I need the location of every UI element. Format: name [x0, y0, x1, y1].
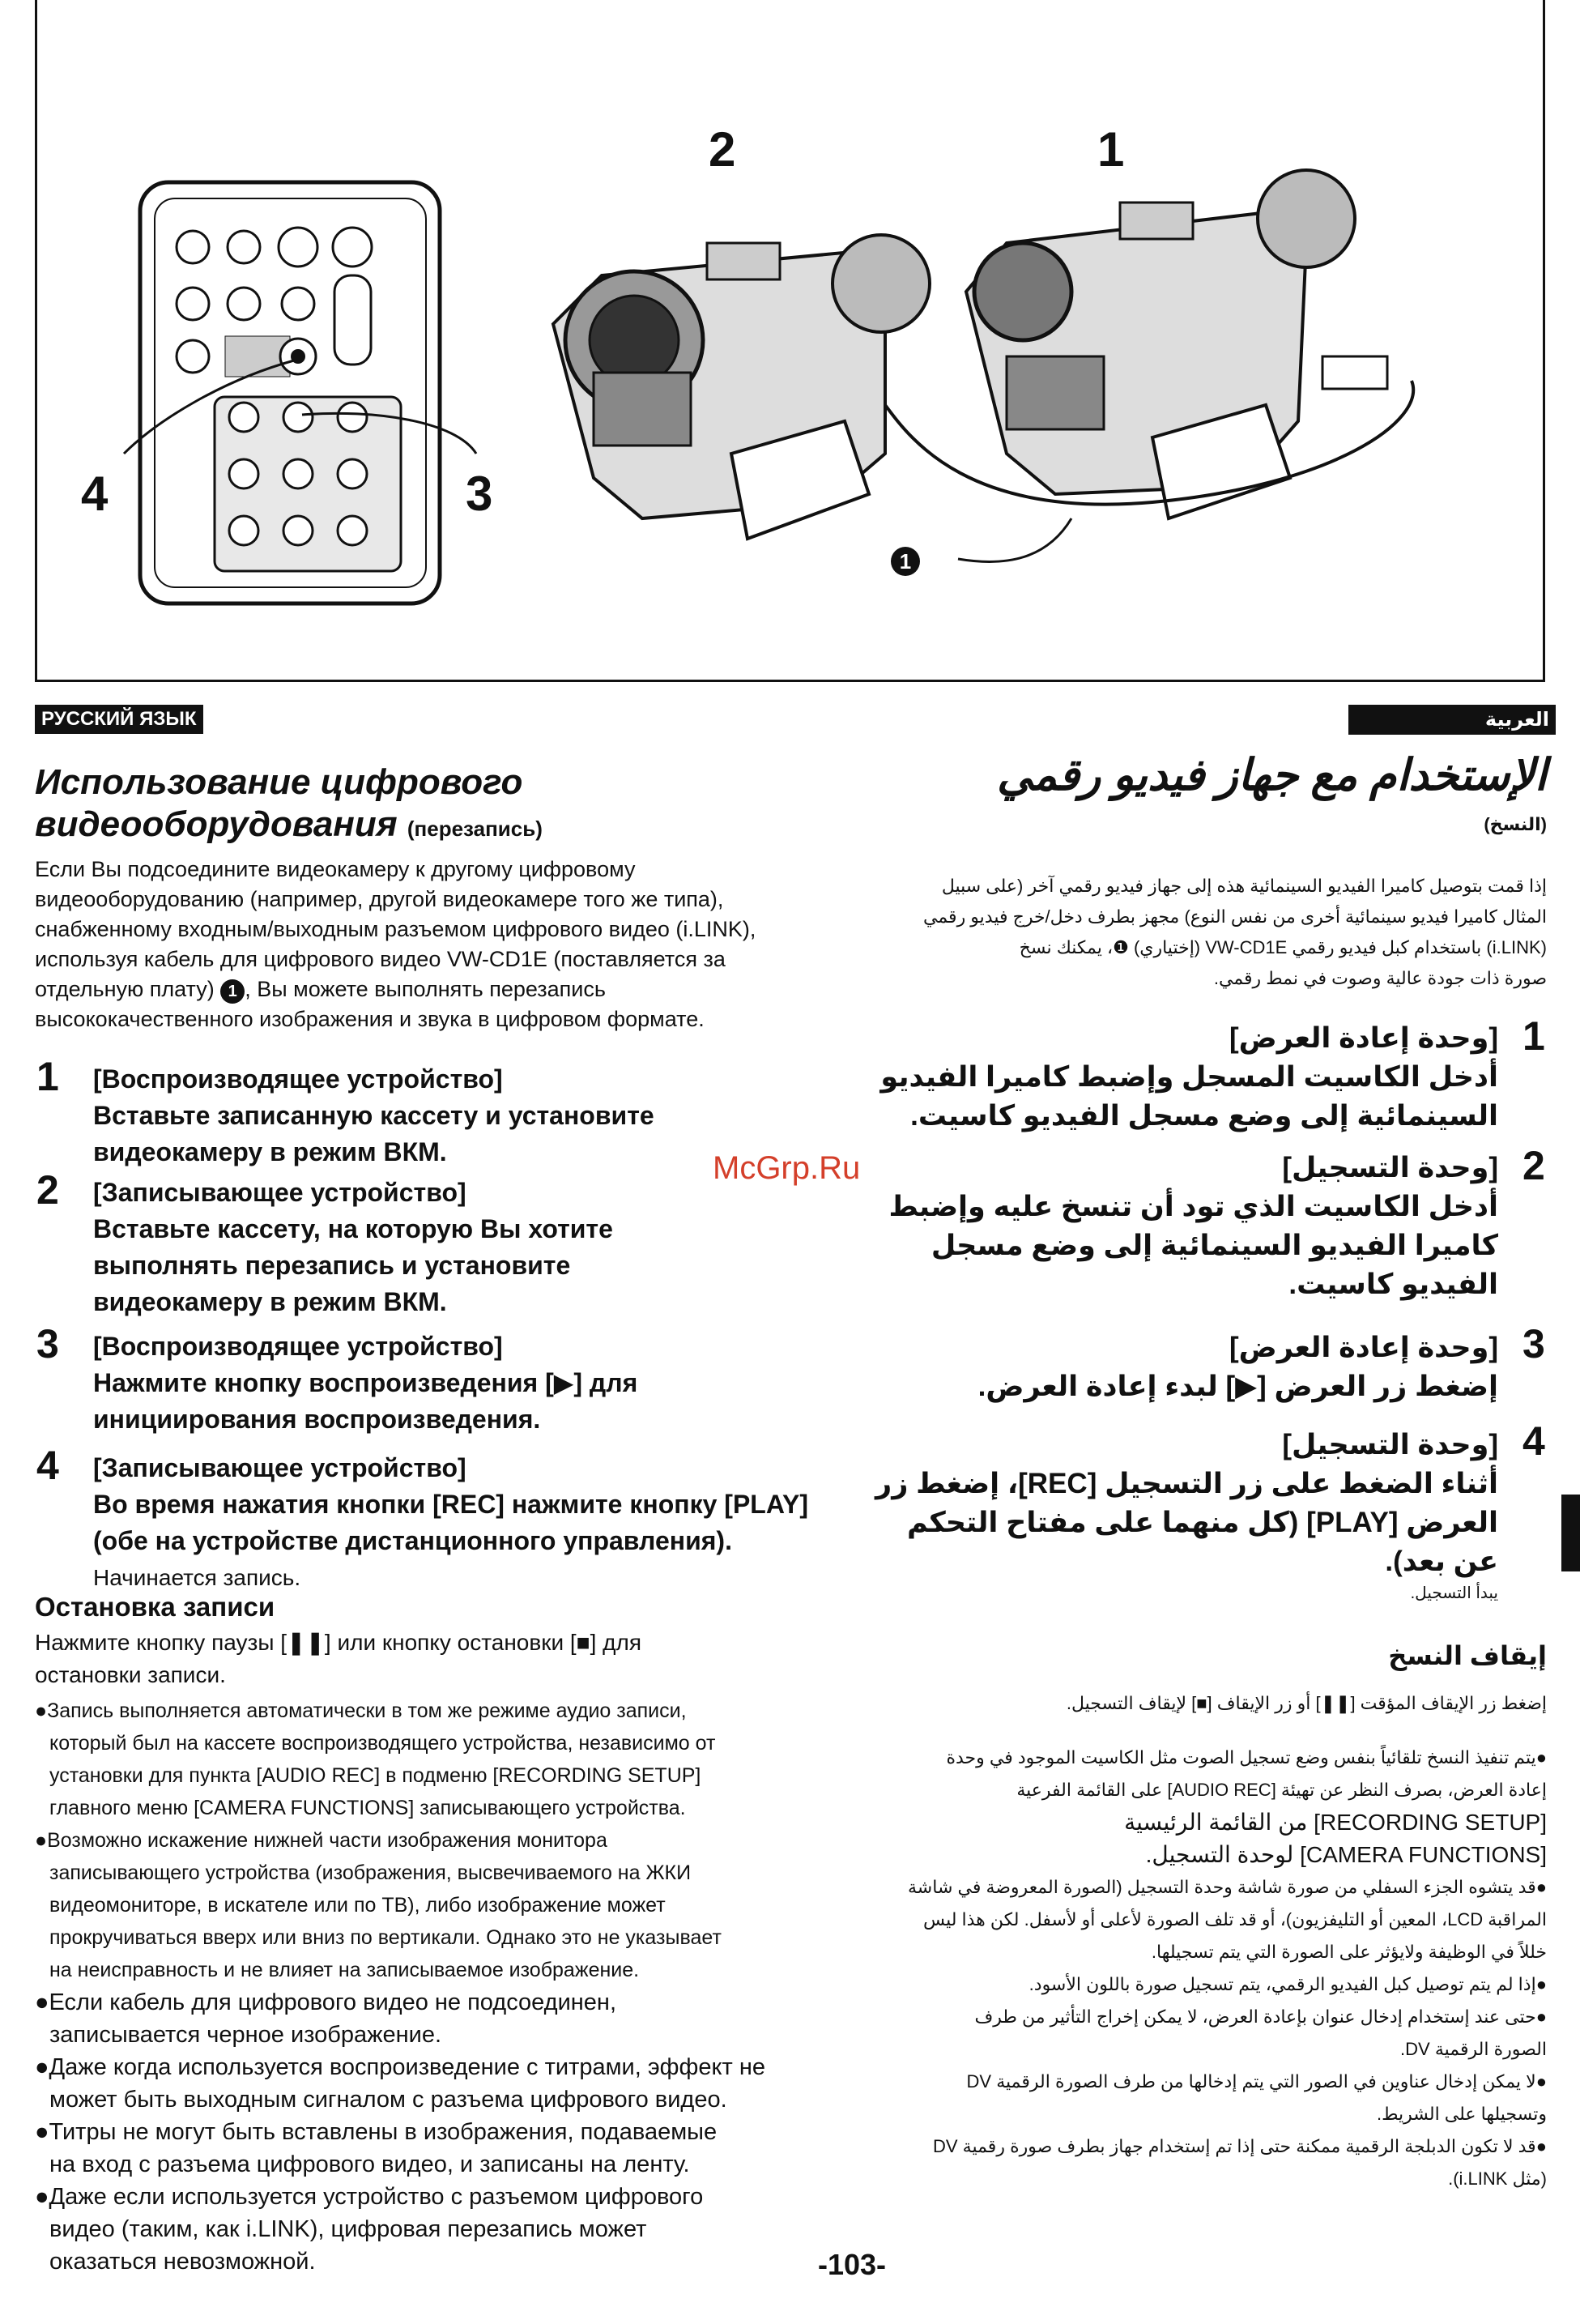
menu-button: [177, 340, 209, 373]
ru-step-4: [Записывающее устройство] Во время нажатия кнопки [REC] нажмите кнопку [PLAY] (обе на устройстве дистанционного управления). Начинается запись.: [93, 1453, 808, 1590]
russian-intro: Если Вы подсоедините видеокамеру к другому цифровому видеооборудованию (например, другой видеокамере того же типа), снабженному входным/выходным разъемом цифрового видео (i.LINK), используя кабель для цифрового видео VW-CD1E (поставляется за отдельную плату) 1 , Вы можете выполнять перезапись высококачественного изображения и звука в цифровом формате.: [35, 857, 756, 1031]
ru-step-1-number: 1: [36, 1054, 59, 1099]
date-time-button: [228, 231, 260, 263]
ar-step-4: [وحدة التسجيل] أثناء الضغط على زر التسجيل [REC]، إضغط زر العرض [PLAY] (كل منهما على مفتاح التحكم عن بعد). يبدأ التسجيل.: [875, 1429, 1498, 1602]
ar-step-3: [وحدة إعادة العرض] إضغط زر العرض [▶] لبدء إعادة العرض.: [977, 1332, 1498, 1402]
ru-step-3-number: 3: [36, 1321, 59, 1367]
russian-language-tag: РУССКИЙ ЯЗЫК: [35, 705, 203, 734]
ru-stop-title: Остановка записи: [35, 1592, 275, 1622]
pause-button: [283, 459, 313, 488]
ru-notes-large: ●Если кабель для цифрового видео не подсоединен, записывается черное изображение. ●Даже когда используется воспроизведение с титрами, эффект не может быть выходным сигналом с разъема цифрового видео. ●Титры не могут быть вставлены в изображения, подаваемые на вход с разъема цифрового видео, и записаны на ленту. ●Даже если используется устройство с разъемом цифрового видео (таким, как i.LINK), цифровая перезапись может оказаться невозможной.: [35, 1989, 766, 2275]
camera-1-label: 1: [1097, 122, 1125, 177]
ar-notes: ●يتم تنفيذ النسخ تلقائياً بنفس وضع تسجيل الصوت مثل الكاسيت الموجود في وحدة إعادة العرض، بصرف النظر عن تهيئة [AUDIO REC] على القائمة الفرعية [RECORDING SETUP] من القائمة الرئيسية [CAMERA FUNCTIONS] لوحدة التسجيل. ●قد يتشوه الجزء السفلي من صورة شاشة وحدة التسجيل (الصورة المعروضة في شاشة المراقبة LCD، المعين أو التليفزيون)، أو قد تلف الصورة لأعلى أو لأسفل. لكن هذا ليس خللاً في الوظيفة ولايؤثر على الصورة التي يتم تسجيلها. ●إذا لم يتم توصيل كبل الفيديو الرقمي، يتم تسجيل صورة باللون الأسود. ●حتى عند إستخدام إدخال عنوان بإعادة العرض، لا يمكن إخراج التأثير من طرف الصورة الرقمية DV. ●لا يمكن إدخال عناوين في الصور التي يتم إدخالها من طرف الصورة الرقمية DV وتسجيلها على الشريط. ●قد لا تكون الدبلجة الرقمية ممكنة حتى إذا تم إستخدام جهاز بطرف صورة رقمية DV (مثل i.LINK).: [908, 1747, 1547, 2189]
ar-step-3-number: 3: [1523, 1321, 1545, 1367]
ar-step-1-number: 1: [1523, 1013, 1545, 1059]
watermark: McGrp.Ru: [713, 1150, 861, 1186]
ar-step-4-number: 4: [1523, 1418, 1545, 1464]
arabic-language-tag: العربية: [1348, 705, 1556, 735]
arabic-title: الإستخدام مع جهاز فيديو رقمي: [997, 751, 1547, 800]
a-dub-button: [228, 288, 260, 320]
zoom-rocker: [334, 275, 371, 365]
ru-step-4-number: 4: [36, 1443, 59, 1488]
camera-2-label: 2: [709, 122, 736, 177]
still-adv-back-button: [229, 459, 258, 488]
play-button: [283, 403, 313, 432]
still-adv-fwd-button: [338, 459, 367, 488]
title-button: [282, 288, 314, 320]
ru-stop-text: Нажмите кнопку паузы [❚❚] или кнопку остановки [■] для остановки записи.: [35, 1630, 641, 1687]
start-stop-button: [333, 228, 372, 267]
arabic-subtitle: (النسخ): [1484, 814, 1547, 834]
ar-stop-text: إضغط زر الإيقاف المؤقت [❚❚] أو زر الإيقاف [■] لإيقاف التسجيل.: [1066, 1693, 1547, 1713]
ar-step-2: [وحدة التسجيل] أدخل الكاسيت الذي تود أن تنسخ عليه وإضبط كاميرا الفيديو السينمائية إلى وضع مسجل الفيديو كاسيت.: [888, 1152, 1498, 1300]
arabic-intro: إذا قمت بتوصيل كاميرا الفيديو السينمائية هذه إلى جهاز فيديو رقمي آخر (على سبيل المثال كاميرا فيديو سينمائية أخرى من نفس النوع) مجهز بطرف دخل/خرج فيديو رقمي (i.LINK) باستخدام كبل فيديو رقمي VW-CD1E (إختياري) ❶، يمكنك نسخ صورة ذات جودة عالية وصوت في نمط رقمي.: [923, 876, 1547, 988]
cable-ref-icon: 1: [220, 979, 245, 1004]
ff-button: [338, 403, 367, 432]
ru-step-2-number: 2: [36, 1167, 59, 1213]
page-edge-marker: [1561, 1495, 1580, 1571]
index-back-button: [229, 516, 258, 545]
index-fwd-button: [338, 516, 367, 545]
osd-button: [177, 231, 209, 263]
ru-step-3: [Воспроизводящее устройство] Нажмите кнопку воспроизведения [▶] для инициирования воспроизведения.: [93, 1332, 638, 1434]
illustration: [35, 0, 1545, 682]
ar-step-2-number: 2: [1523, 1143, 1545, 1188]
multi-pinp-button: [177, 288, 209, 320]
ar-step-1: [وحدة إعادة العرض] أدخل الكاسيت المسجل وإضبط كاميرا الفيديو السينمائية إلى وضع مسجل الفيديو كاسيت.: [880, 1022, 1498, 1132]
ru-step-2: [Записывающее устройство] Вставьте кассету, на которую Вы хотите выполнять перезапись и установите видеокамеру в режим ВКМ.: [93, 1178, 613, 1316]
camcorder-recording: [553, 235, 930, 539]
page-number: -103-: [818, 2248, 887, 2281]
ru-notes: ●Запись выполняется автоматически в том же режиме аудио записи, который был на кассете воспроизводящего устройства, независимо от установки для пункта [AUDIO REC] в подменю [RECORDING SETUP] главного меню [CAMERA FUNCTIONS] записывающего устройства. ●Возможно искажение нижней части изображения монитора записывающего устройства (изображения, высвечиваемого на ЖКИ видеомониторе, в искателе или по ТВ), либо изображение может прокручиваться вверх или вниз по вертикали. Однако это не указывает на неисправность и не влияет на записываемое изображение.: [35, 1699, 722, 1981]
remote-callout-3: 3: [466, 467, 493, 521]
ru-step-1: [Воспроизводящее устройство] Вставьте записанную кассету и установите видеокамеру в режим ВКМ.: [93, 1064, 654, 1166]
cable-callout-1: 1: [891, 547, 920, 576]
ar-stop-title: إيقاف النسخ: [1388, 1641, 1547, 1670]
remote-callout-4: 4: [81, 467, 109, 521]
russian-title: Использование цифрового видеооборудования (перезапись): [35, 762, 543, 844]
photo-shot-button: [279, 228, 317, 267]
remote-control: [124, 182, 476, 603]
stop-button: [283, 516, 313, 545]
rew-button: [229, 403, 258, 432]
